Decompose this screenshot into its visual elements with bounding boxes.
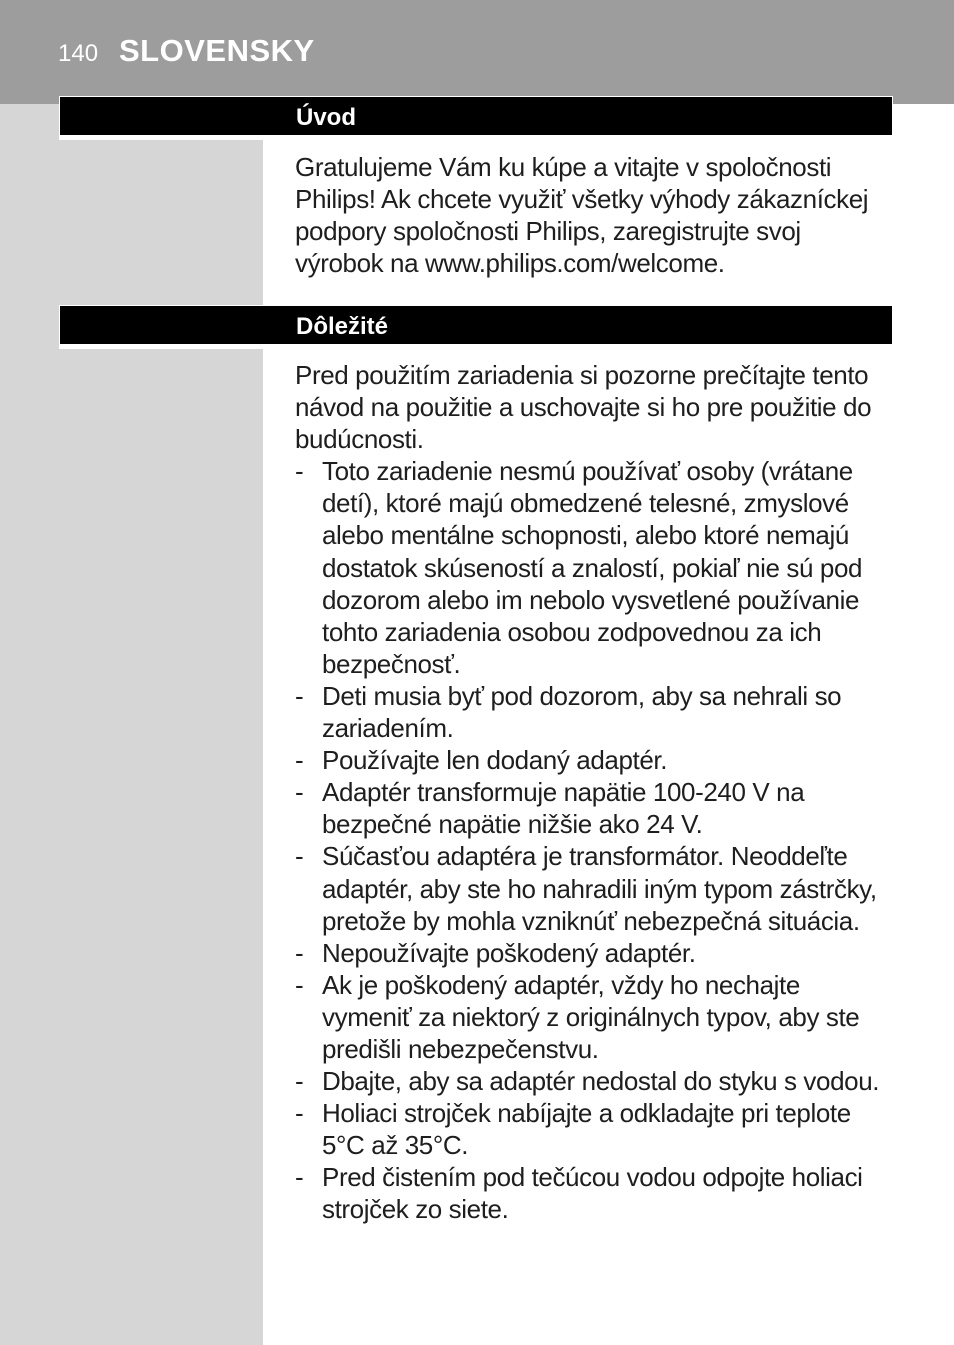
list-item xyxy=(295,1065,895,1097)
list-item xyxy=(295,776,895,840)
section-title-intro: Úvod xyxy=(296,104,356,131)
bullet-dash: - xyxy=(295,937,304,968)
bullet-dash: - xyxy=(295,1066,304,1097)
bullet-dash: - xyxy=(295,1098,304,1129)
heading-divider xyxy=(59,136,263,140)
safety-warning-list xyxy=(295,455,895,1225)
bullet-dash: - xyxy=(295,777,304,808)
bullet-dash: - xyxy=(295,745,304,776)
list-item xyxy=(295,840,895,936)
list-item-text: Adaptér transformuje napätie 100-240 V na bezpečné napätie nižšie ako 24 V. xyxy=(322,777,805,840)
page-number: 140 xyxy=(58,40,99,67)
list-item xyxy=(295,455,895,680)
list-item xyxy=(295,744,895,776)
section-heading-intro xyxy=(59,96,893,136)
list-item xyxy=(295,1161,895,1225)
bullet-dash: - xyxy=(295,680,304,711)
bullet-dash: - xyxy=(295,456,304,487)
section-body-intro xyxy=(295,151,895,279)
section-body-important xyxy=(295,359,895,1226)
list-item-text: Deti musia byť pod dozorom, aby sa nehrali so zariadením. xyxy=(322,680,842,744)
page-header-band xyxy=(0,0,954,104)
list-item-text: Holiaci strojček nabíjajte a odkladajte pri teplote 5°C až 35°C. xyxy=(322,1098,851,1161)
list-item xyxy=(295,680,895,744)
section-heading-important xyxy=(59,305,893,345)
important-intro-paragraph: Pred použitím zariadenia si pozorne prečítajte tento návod na použitie a uschovajte si ho pre použitie do budúcnosti. xyxy=(295,360,872,455)
list-item xyxy=(295,937,895,969)
page-language-title: SLOVENSKY xyxy=(119,33,315,68)
list-item-text: Ak je poškodený adaptér, vždy ho nechajte vymeniť za niektorý z originálnych typov, aby ste predišli nebezpečenstvu. xyxy=(322,969,860,1064)
bullet-dash: - xyxy=(295,969,304,1000)
list-item xyxy=(295,1097,895,1161)
list-item xyxy=(295,969,895,1065)
intro-paragraph: Gratulujeme Vám ku kúpe a vitajte v spoločnosti Philips! Ak chcete využiť všetky výhody zákazníckej podpory spoločnosti Philips, zaregistrujte svoj výrobok na www.philips.com/welcome. xyxy=(295,152,869,279)
list-item-text: Pred čistením pod tečúcou vodou odpojte holiaci strojček zo siete. xyxy=(322,1162,863,1225)
heading-divider xyxy=(59,345,263,349)
list-item-text: Dbajte, aby sa adaptér nedostal do styku s vodou. xyxy=(322,1066,880,1097)
side-margin-column xyxy=(0,104,263,1345)
list-item-text: Používajte len dodaný adaptér. xyxy=(322,745,668,776)
list-item-text: Toto zariadenie nesmú používať osoby (vrátane detí), ktoré majú obmedzené telesné, zmyslové alebo mentálne schopnosti, alebo ktoré nemajú dostatok skúseností a znalostí, pokiaľ nie sú pod dozorom alebo im nebolo vysvetlené používanie tohto zariadenia osobou zodpovednou za ich bezpečnosť. xyxy=(322,456,863,679)
list-item-text: Nepoužívajte poškodený adaptér. xyxy=(322,937,696,968)
section-title-important: Dôležité xyxy=(296,313,389,340)
bullet-dash: - xyxy=(295,1162,304,1193)
bullet-dash: - xyxy=(295,841,304,872)
list-item-text: Súčasťou adaptéra je transformátor. Neoddeľte adaptér, aby ste ho nahradili iným typom zástrčky, pretože by mohla vzniknúť nebezpečná situácia. xyxy=(322,841,877,936)
